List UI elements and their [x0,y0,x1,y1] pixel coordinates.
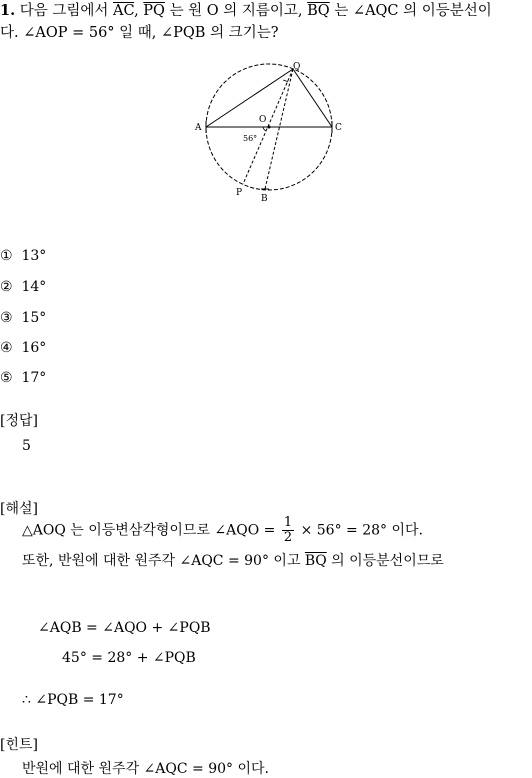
option-mark: ② [0,279,13,295]
option-text: 13° [21,248,47,264]
label-c: C [335,123,342,133]
label-p: P [236,188,243,198]
option-mark: ① [0,248,13,264]
segment-pq: $\overline{PQ}$ [143,3,165,19]
answer-value: 5 [22,438,31,454]
label-o: O [259,115,267,125]
solution-conclusion: ∴ ∠PQB = 17° [22,692,124,708]
fraction-denominator: 2 [283,530,293,545]
option-text: 16° [21,340,47,356]
question-line-2: 다. ∠AOP = 56° 일 때, ∠PQB 의 크기는? [0,25,279,41]
option-1[interactable] [0,248,46,264]
solution-header: [해설] [0,501,38,517]
solution-line-2 [22,550,444,570]
fraction-numerator: 1 [283,515,293,530]
option-mark: ⑤ [0,370,13,386]
hint-text: 반원에 대한 원주각 ∠AQC = 90° 이다. [22,761,269,777]
option-4[interactable] [0,340,46,356]
question-line-1 [0,0,492,22]
segment-ac: $\overline{AC}$ [113,3,135,19]
solution-text: △AOQ 는 이등변삼각형이므로 ∠AQO = [22,522,276,539]
segment-bq: $\overline{BQ}$ [307,3,330,19]
label-q: Q [293,62,301,72]
angle-arc [263,127,266,131]
segment-bq: $\overline{BQ}$ [304,553,327,569]
comma: , [134,3,139,19]
option-mark: ④ [0,340,13,356]
label-angle: 56° [243,134,258,143]
bisector-bq [265,69,293,189]
solution-equation-1: ∠AQB = ∠AQO + ∠PQB [38,620,211,636]
solution-equation-2: 45° = 28° + ∠PQB [62,650,196,666]
option-text: 14° [21,279,47,295]
solution-text: × 56° = 28° 이다. [300,522,423,539]
question-text-end: 는 ∠AQC 의 이등분선이 [334,3,492,19]
solution-text: 또한, 반원에 대한 원주각 ∠AQC = 90° 이고 [22,553,301,569]
option-3[interactable] [0,310,46,326]
hint-header: [힌트] [0,737,38,753]
circle-figure [185,55,355,210]
option-text: 15° [21,310,47,326]
label-b: B [261,194,268,204]
solution-text: 의 이등분선이므로 [331,553,444,569]
center-point [268,126,271,129]
option-mark: ③ [0,310,13,326]
label-a: A [195,123,202,133]
question-text-prefix: 다음 그림에서 [19,3,109,19]
solution-line-1 [22,516,423,545]
answer-header: [정답] [0,413,38,429]
question-number: 1. [0,2,16,19]
fraction [282,516,294,545]
chord-qc [293,69,332,127]
option-2[interactable] [0,279,46,295]
option-5[interactable] [0,370,46,386]
question-text-mid: 는 원 O 의 지름이고, [169,3,303,19]
option-text: 17° [21,370,47,386]
